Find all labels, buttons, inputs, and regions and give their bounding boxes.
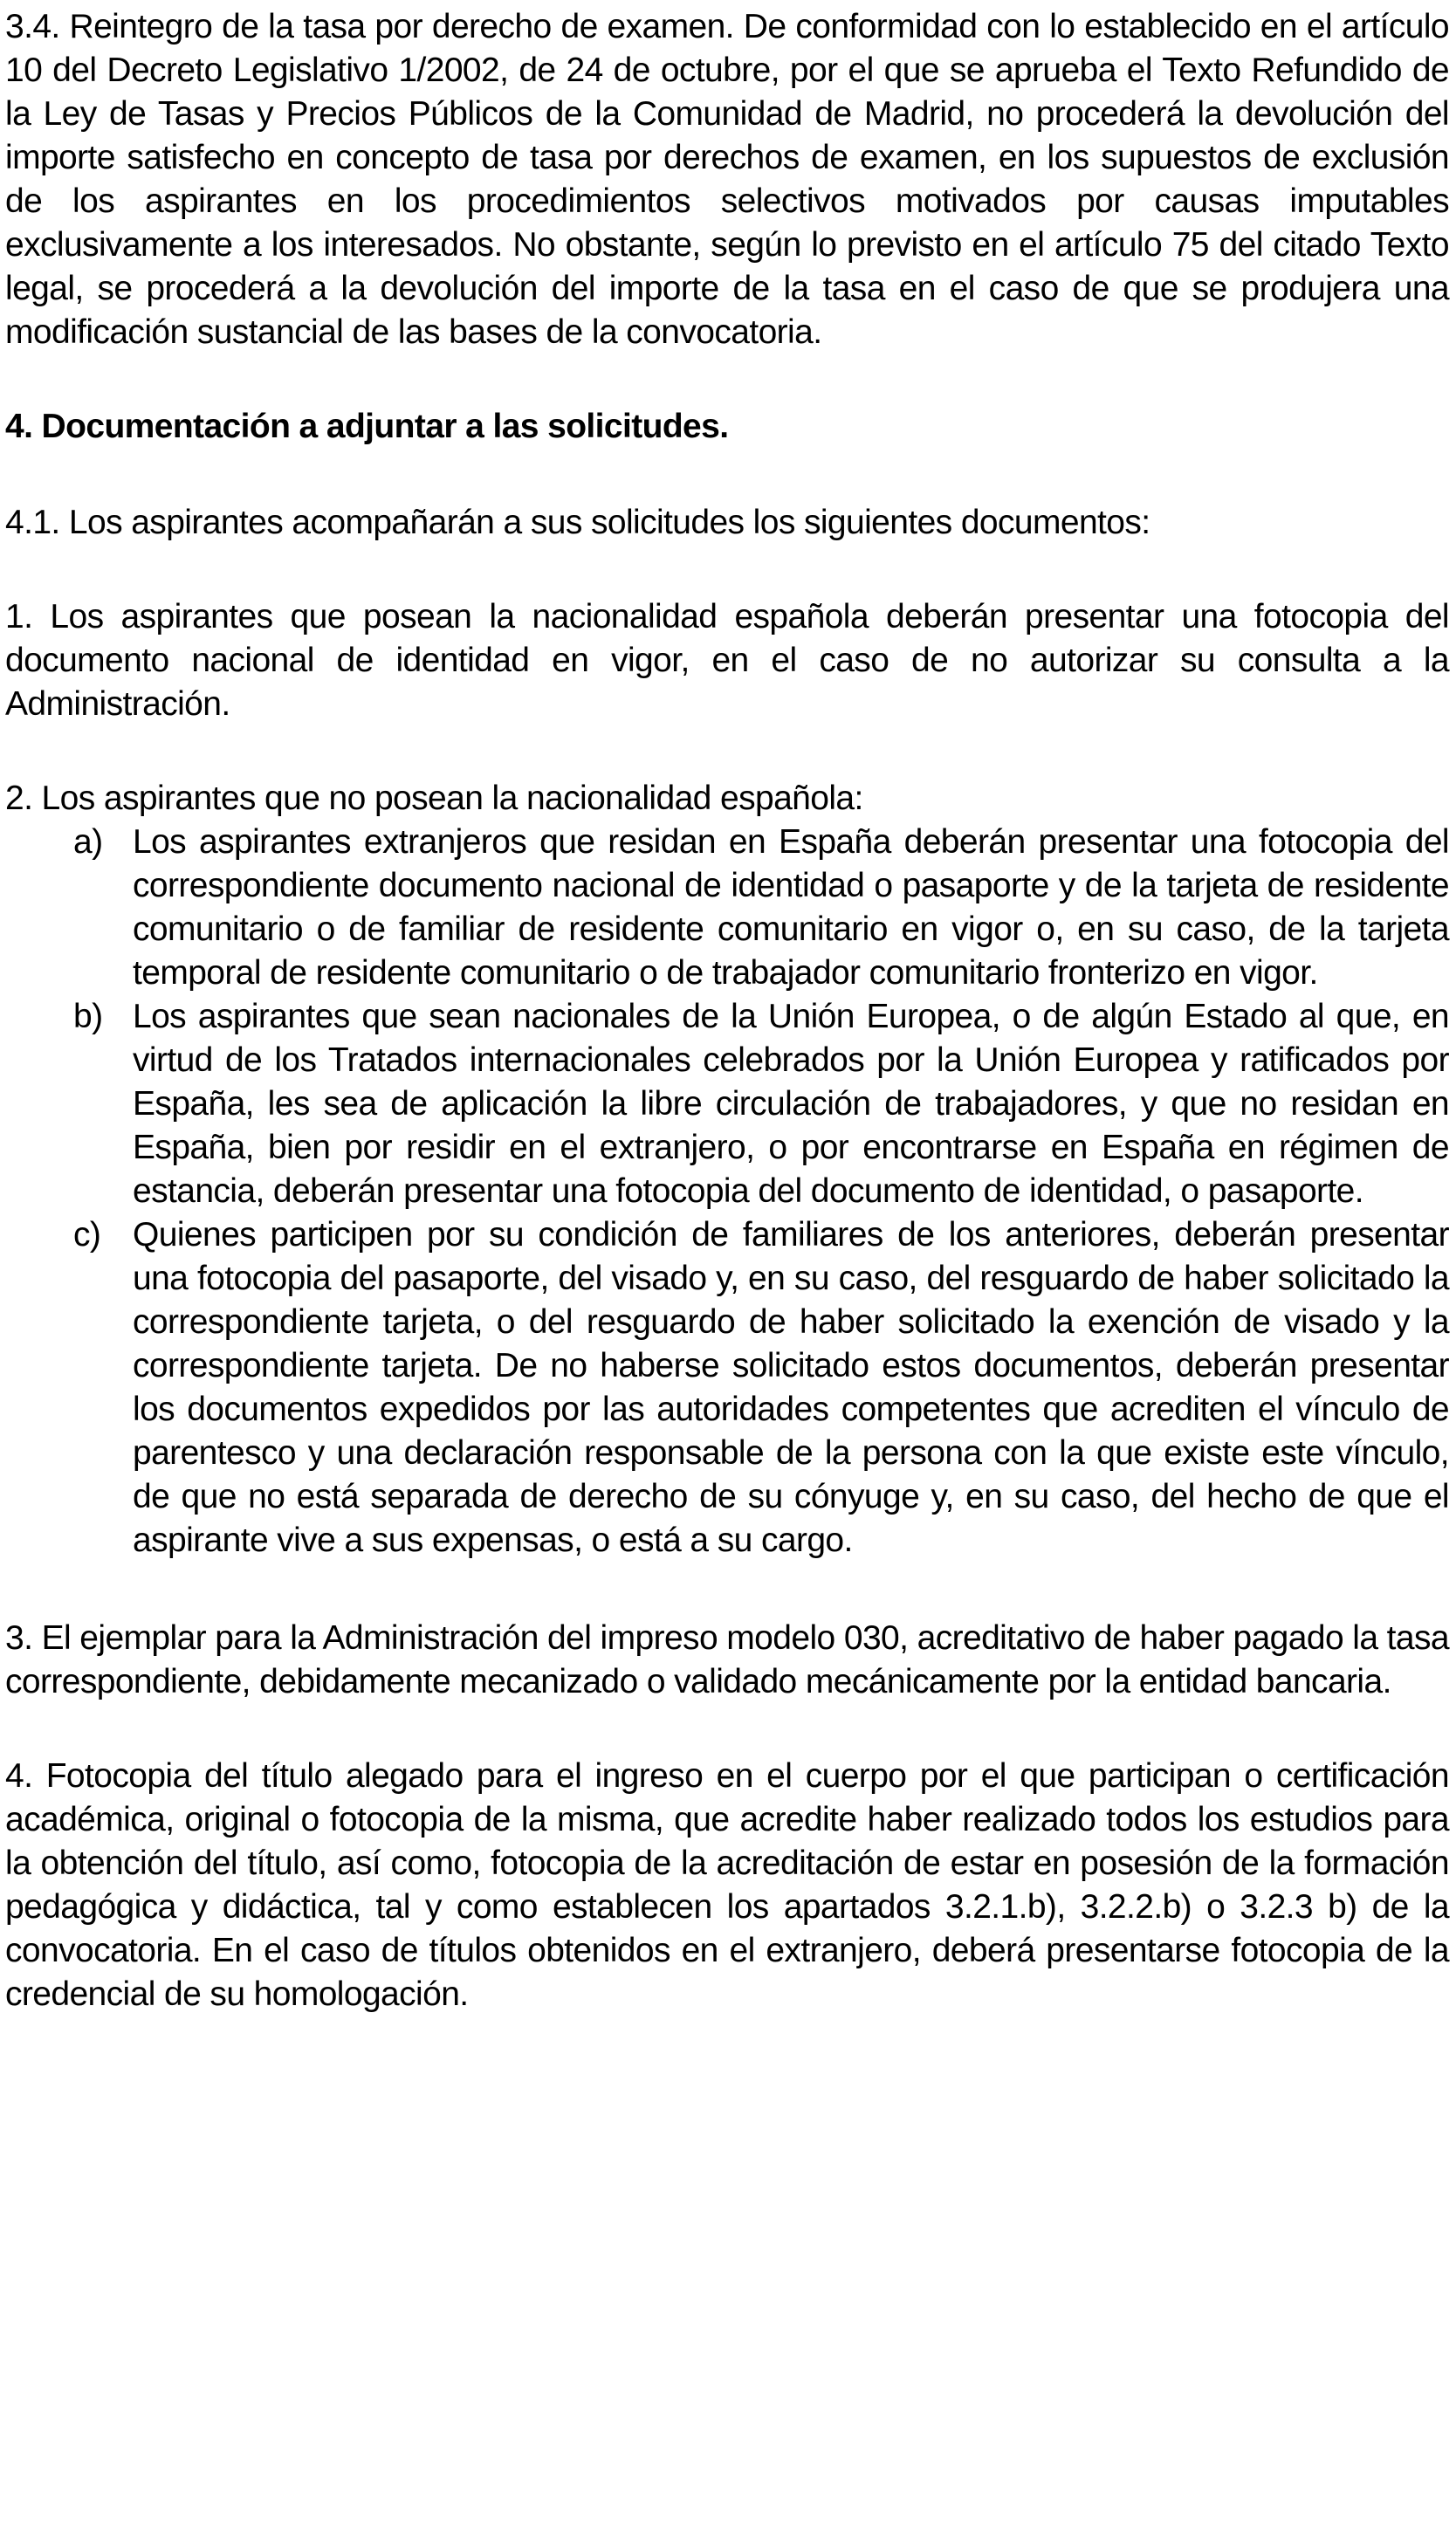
paragraph-3-4-reintegro-tasa: 3.4. Reintegro de la tasa por derecho de examen. De conformidad con lo establecido en el artículo 10 del Decreto Legislativo 1/2002, de 24 de octubre, por el que se aprueba el Texto Refundido de la Ley de Tasas y Precios Públicos de la Comunidad de Madrid, no procederá la devolución del importe satisfecho en concepto de tasa por derechos de examen, en los supuestos de exclusión de los aspirantes en los procedimientos selectivos motivados por causas imputables exclusivamente a los interesados. No obstante, según lo previsto en el artículo 75 del citado Texto legal, se procederá a la devolución del importe de la tasa en el caso de que se produjera una modificación sustancial de las bases de la convocatoria. — [5, 8, 1449, 351]
list-item-2c — [5, 1213, 1449, 1563]
list-item-2-no-nacionalidad — [5, 777, 1449, 1563]
list-marker-c: c) — [73, 1216, 101, 1254]
list-item-2c-text: Quienes participen por su condición de familiares de los anteriores, deberán presentar una fotocopia del pasaporte, del visado y, en su caso, del resguardo de haber solicitado la correspondiente tarjeta, o del resguardo de haber solicitado la exención de visado y la correspondiente tarjeta. De no haberse solicitado estos documentos, deberán presentar los documentos expedidos por las autoridades competentes que acrediten el vínculo de parentesco y una declaración responsable de la persona con la que existe este vínculo, de que no está separada de derecho de su cónyuge y, en su caso, del hecho de que el aspirante vive a sus expensas, o está a su cargo. — [133, 1216, 1449, 1559]
list-item-2-intro: 2. Los aspirantes que no posean la nacionalidad española: — [5, 780, 863, 817]
section-4-heading: 4. Documentación a adjuntar a las solicitudes. — [5, 408, 729, 445]
paragraph-4-1-intro: 4.1. Los aspirantes acompañarán a sus solicitudes los siguientes documentos: — [5, 504, 1150, 541]
list-item-2a — [5, 821, 1449, 995]
list-item-1-nacionalidad-espanola: 1. Los aspirantes que posean la nacionalidad española deberán presentar una fotocopia del documento nacional de identidad en vigor, en el caso de no autorizar su consulta a la Administración. — [5, 598, 1449, 723]
list-item-2b-text: Los aspirantes que sean nacionales de la Unión Europea, o de algún Estado al que, en virtud de los Tratados internacionales celebrados por la Unión Europea y ratificados por España, les sea de aplicación la libre circulación de trabajadores, y que no residan en España, bien por residir en el extranjero, o por encontrarse en España en régimen de estancia, deberán presentar una fotocopia del documento de identidad, o pasaporte. — [133, 998, 1449, 1210]
list-item-4-fotocopia-titulo: 4. Fotocopia del título alegado para el ingreso en el cuerpo por el que participan o certificación académica, original o fotocopia de la misma, que acredite haber realizado todos los estudios para la obtención del título, así como, fotocopia de la acreditación de estar en posesión de la formación pedagógica y didáctica, tal y como establecen los apartados 3.2.1.b), 3.2.2.b) o 3.2.3 b) de la convocatoria. En el caso de títulos obtenidos en el extranjero, deberá presentarse fotocopia de la credencial de su homologación. — [5, 1757, 1449, 2013]
list-item-2a-text: Los aspirantes extranjeros que residan en España deberán presentar una fotocopia del correspondiente documento nacional de identidad o pasaporte y de la tarjeta de residente comunitario o de familiar de residente comunitario en vigor o, en su caso, de la tarjeta temporal de residente comunitario o de trabajador comunitario fronterizo en vigor. — [133, 823, 1449, 992]
list-marker-a: a) — [73, 823, 103, 861]
list-item-2b — [5, 995, 1449, 1213]
list-marker-b: b) — [73, 998, 103, 1035]
list-item-3-impreso-030: 3. El ejemplar para la Administración del impreso modelo 030, acreditativo de haber pagado la tasa correspondiente, debidamente mecanizado o validado mecánicamente por la entidad bancaria. — [5, 1619, 1449, 1700]
